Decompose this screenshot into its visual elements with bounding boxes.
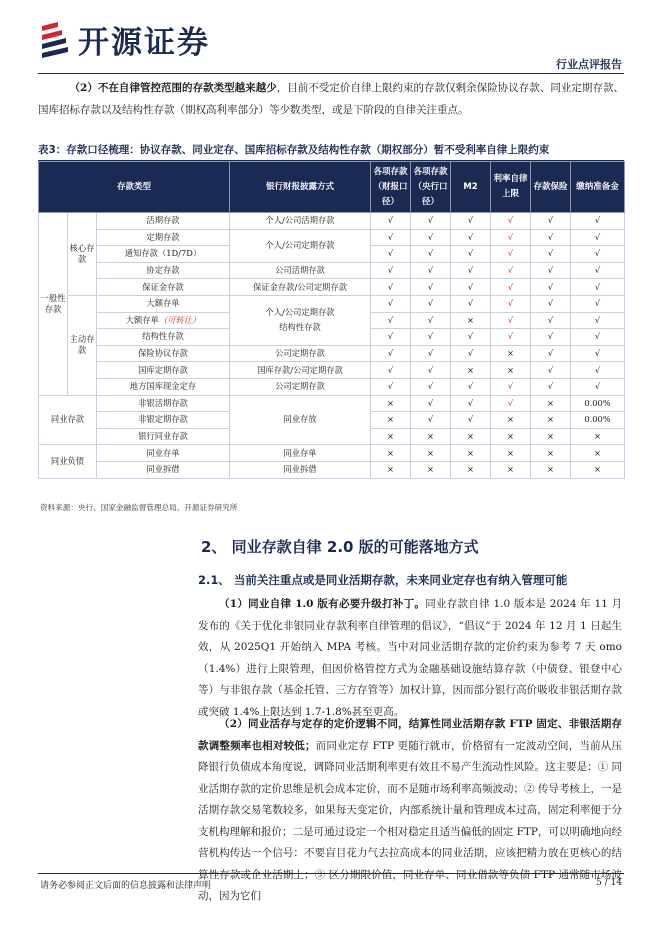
cell: × [531, 412, 571, 429]
cell: √ [451, 262, 491, 279]
cell: × [451, 445, 491, 462]
deposit-name: 定期存款 [97, 229, 230, 246]
table-row [39, 395, 625, 412]
deposit-name: 国库定期存款 [97, 362, 230, 379]
cell: × [531, 395, 571, 412]
cell: √ [571, 362, 625, 379]
table-source: 资料来源：央行、国家金融监督管理总局、开源证券研究所 [40, 503, 238, 512]
cell: √ [491, 246, 531, 263]
p1-lead: （1）同业自律 1.0 版有必要升级打补丁。 [219, 598, 426, 610]
section-heading: 2、 同业存款自律 2.0 版的可能落地方式 [201, 538, 479, 556]
cell: √ [531, 378, 571, 395]
table-row [39, 345, 625, 362]
cell: √ [571, 279, 625, 296]
deposit-name [97, 312, 230, 329]
page-number: 5 / 14 [596, 878, 622, 888]
disclosure-method: 公司活期存款 [230, 262, 371, 279]
cell: √ [531, 279, 571, 296]
disclosure-method: 个人/公司活期存款 [230, 213, 371, 230]
cell: √ [371, 229, 411, 246]
header-divider [38, 73, 624, 74]
deposit-name: 通知存款（1D/7D） [97, 246, 230, 263]
company-name: 开源证券 [78, 24, 210, 61]
deposit-name: 保证金存款 [97, 279, 230, 296]
disclosure-method-line1: 个人/公司定期存款 [265, 307, 335, 318]
deposit-name: 地方国库现金定存 [97, 378, 230, 395]
cell: √ [571, 262, 625, 279]
cell: √ [531, 229, 571, 246]
cell: √ [411, 345, 451, 362]
cell: √ [451, 345, 491, 362]
group-general: 一般性存款 [39, 213, 68, 396]
cell: √ [571, 246, 625, 263]
cell: × [451, 312, 491, 329]
cell: √ [371, 262, 411, 279]
cell: √ [491, 312, 531, 329]
cell: √ [531, 262, 571, 279]
cell: √ [371, 279, 411, 296]
cell: √ [491, 262, 531, 279]
cell: √ [371, 362, 411, 379]
cell: √ [451, 279, 491, 296]
table-title: 表3：存款口径梳理：协议存款、同业定存、国库招标存款及结构性存款（期权部分）暂不受利率自律上限约束 [38, 144, 550, 156]
p2-text: 而同业定存 FTP 更随行就市，价格留有一定波动空间，当前从压降银行负债成本角度说，调降同业活期利率更有效且不易产生流动性风险。这主要是：① 同业活期存款的定价思维是机会成本定价，而不是随市场利率高频波动；② 传导考核上，一是活期存款交易笔数较多，如果每天变定价，内部系统计量和管理成本过高，固定利率便于分支机构理解和报价；二是可通过设定一个相对稳定且适当偏低的固定 FTP，可以明确地向经营机构传达一个信号：不要盲目花力气去拉高成本的同业活期，应该把精力放在更核心的结算性存款或企业活期上；③ 区分期限价值，同业存单、同业借款等负债 FTP 通常随市场波动，因为它们 [198, 739, 623, 902]
cell: × [411, 445, 451, 462]
cell: √ [571, 329, 625, 346]
body-paragraph-2 [198, 714, 622, 908]
header-method: 银行财报披露方式 [230, 162, 371, 213]
cell: √ [571, 295, 625, 312]
cell: √ [531, 213, 571, 230]
cell: × [371, 395, 411, 412]
intro-lead: （2）不在自律管控范围的存款类型越来越少 [69, 82, 277, 94]
deposit-name: 协定存款 [97, 262, 230, 279]
cell: √ [451, 295, 491, 312]
cell: × [491, 428, 531, 445]
p2-lead: （2）同业活存与定存的定价逻辑不同，结算性同业活期存款 FTP 固定、非银活期存款调整频率也相对较低； [198, 718, 622, 752]
deposit-name: 活期存款 [97, 213, 230, 230]
cell: √ [411, 412, 451, 429]
cell: × [371, 412, 411, 429]
cell: √ [371, 378, 411, 395]
group-interbank: 同业存款 [39, 395, 97, 445]
cell: × [571, 461, 625, 478]
cell: × [491, 362, 531, 379]
cell: √ [491, 295, 531, 312]
cell: × [531, 461, 571, 478]
intro-paragraph [38, 78, 624, 121]
cell: √ [411, 295, 451, 312]
cell: √ [491, 329, 531, 346]
table-row [39, 229, 625, 246]
cell: √ [451, 412, 491, 429]
table-row [39, 362, 625, 379]
cell: √ [531, 312, 571, 329]
cell: √ [371, 295, 411, 312]
header-type: 存款类型 [39, 162, 230, 213]
disclosure-method: 公司定期存款 [230, 345, 371, 362]
group-active: 主动存款 [68, 295, 97, 395]
deposit-name: 同业拆借 [97, 461, 230, 478]
cell: × [371, 428, 411, 445]
table-row [39, 262, 625, 279]
header-c4: 利率自律上限 [491, 162, 531, 213]
cell: √ [451, 329, 491, 346]
company-logo [38, 18, 210, 60]
deposit-name-text: 大额存单 [125, 314, 159, 325]
cell: √ [531, 362, 571, 379]
deposit-name: 结构性存款 [97, 329, 230, 346]
cell: 0.00% [571, 395, 625, 412]
disclosure-method: 保证金存款/公司定期存款 [230, 279, 371, 296]
cell: × [451, 461, 491, 478]
cell: √ [491, 229, 531, 246]
header-c2: 各项存款（央行口径） [411, 162, 451, 213]
cell: √ [411, 378, 451, 395]
cell: √ [571, 213, 625, 230]
group-liability: 同业负债 [39, 445, 97, 478]
footer-divider [38, 873, 624, 874]
header-c5: 存款保险 [531, 162, 571, 213]
cell: √ [491, 378, 531, 395]
cell: × [451, 428, 491, 445]
cell: √ [411, 362, 451, 379]
cell: √ [451, 213, 491, 230]
cell: × [371, 461, 411, 478]
cell: √ [491, 279, 531, 296]
deposit-name: 大额存单 [97, 295, 230, 312]
cell: √ [411, 246, 451, 263]
disclosure-method: 公司定期存款 [230, 378, 371, 395]
cell: √ [571, 312, 625, 329]
header-c3: M2 [451, 162, 491, 213]
cell: √ [411, 329, 451, 346]
logo-mark-icon [38, 20, 72, 58]
table-row [39, 461, 625, 478]
group-core: 核心存款 [68, 213, 97, 296]
cell: × [411, 461, 451, 478]
p1-text: 同业存款自律 1.0 版本是 2024 年 11 月发布的《关于优化非银同业存款利率自律管理的倡议》，“倡议”于 2024 年 12 月 1 日起生效，从 2025Q1 开始纳入 MPA 考核。当中对同业活期存款的定价约束为参考 7 天 omo（1.4%）进行上限管理，但因价格管控方式为金融基础设施结算存款（中债登、银登中心等）与非银存款（基金托管、三方存管等）加权计算，因而部分银行高价吸收非银活期存款或突破 1.4%上限达到 1.7-1.8%甚至更高。 [198, 598, 622, 718]
subsection-heading: 2.1、 当前关注重点或是同业活期存款，未来同业定存也有纳入管理可能 [198, 573, 568, 587]
cell: × [491, 461, 531, 478]
table-row [39, 378, 625, 395]
disclosure-method [230, 295, 371, 345]
report-type: 行业点评报告 [556, 58, 622, 71]
table-row [39, 295, 625, 312]
cell: √ [411, 213, 451, 230]
cell: × [371, 445, 411, 462]
header-c1: 各项存款（财报口径） [371, 162, 411, 213]
deposit-name: 非银定期存款 [97, 412, 230, 429]
deposit-name: 同业存单 [97, 445, 230, 462]
table-row [39, 445, 625, 462]
cell: × [571, 445, 625, 462]
disclosure-method: 个人/公司定期存款 [230, 229, 371, 262]
cell: √ [571, 229, 625, 246]
transferable-note: （可转让） [158, 314, 201, 325]
cell: √ [571, 378, 625, 395]
cell: √ [531, 329, 571, 346]
cell: 0.00% [571, 412, 625, 429]
disclosure-method: 国库存款/公司定期存款 [230, 362, 371, 379]
cell: × [491, 445, 531, 462]
cell: √ [411, 279, 451, 296]
cell: √ [451, 246, 491, 263]
cell: × [491, 345, 531, 362]
cell: √ [451, 229, 491, 246]
intro-text: ，目前不受定价自律上限约束的存款仅剩余保险协议存款、同业定期存款、国库招标存款以及结构性存款（期权高利率部分）等少数类型，或是下阶段的自律关注重点。 [38, 82, 624, 116]
cell: √ [411, 312, 451, 329]
cell: × [491, 412, 531, 429]
cell: × [531, 428, 571, 445]
deposit-name: 银行同业存款 [97, 428, 230, 445]
cell: √ [371, 213, 411, 230]
cell: √ [411, 262, 451, 279]
cell: √ [531, 295, 571, 312]
cell: √ [411, 229, 451, 246]
disclosure-method: 同业拆借 [230, 461, 371, 478]
cell: √ [371, 312, 411, 329]
deposit-table [38, 161, 625, 479]
disclosure-method: 同业存单 [230, 445, 371, 462]
footer-disclaimer: 请务必参阅正文后面的信息披露和法律声明 [40, 881, 212, 891]
disclosure-method-line2: 结构性存款 [279, 322, 321, 333]
header-c6: 缴纳准备金 [571, 162, 625, 213]
cell: √ [491, 213, 531, 230]
cell: √ [411, 395, 451, 412]
cell: √ [571, 345, 625, 362]
cell: √ [531, 345, 571, 362]
cell: × [531, 445, 571, 462]
disclosure-method: 同业存放 [230, 395, 371, 445]
cell: √ [371, 246, 411, 263]
cell: × [571, 428, 625, 445]
deposit-name: 非银活期存款 [97, 395, 230, 412]
cell: √ [531, 246, 571, 263]
cell: √ [371, 329, 411, 346]
table-row [39, 279, 625, 296]
cell: √ [451, 378, 491, 395]
table-row [39, 213, 625, 230]
cell: × [451, 362, 491, 379]
body-paragraph-1 [198, 594, 622, 723]
deposit-name: 保险协议存款 [97, 345, 230, 362]
cell: × [411, 428, 451, 445]
cell: √ [371, 345, 411, 362]
cell: √ [491, 395, 531, 412]
cell: √ [451, 395, 491, 412]
